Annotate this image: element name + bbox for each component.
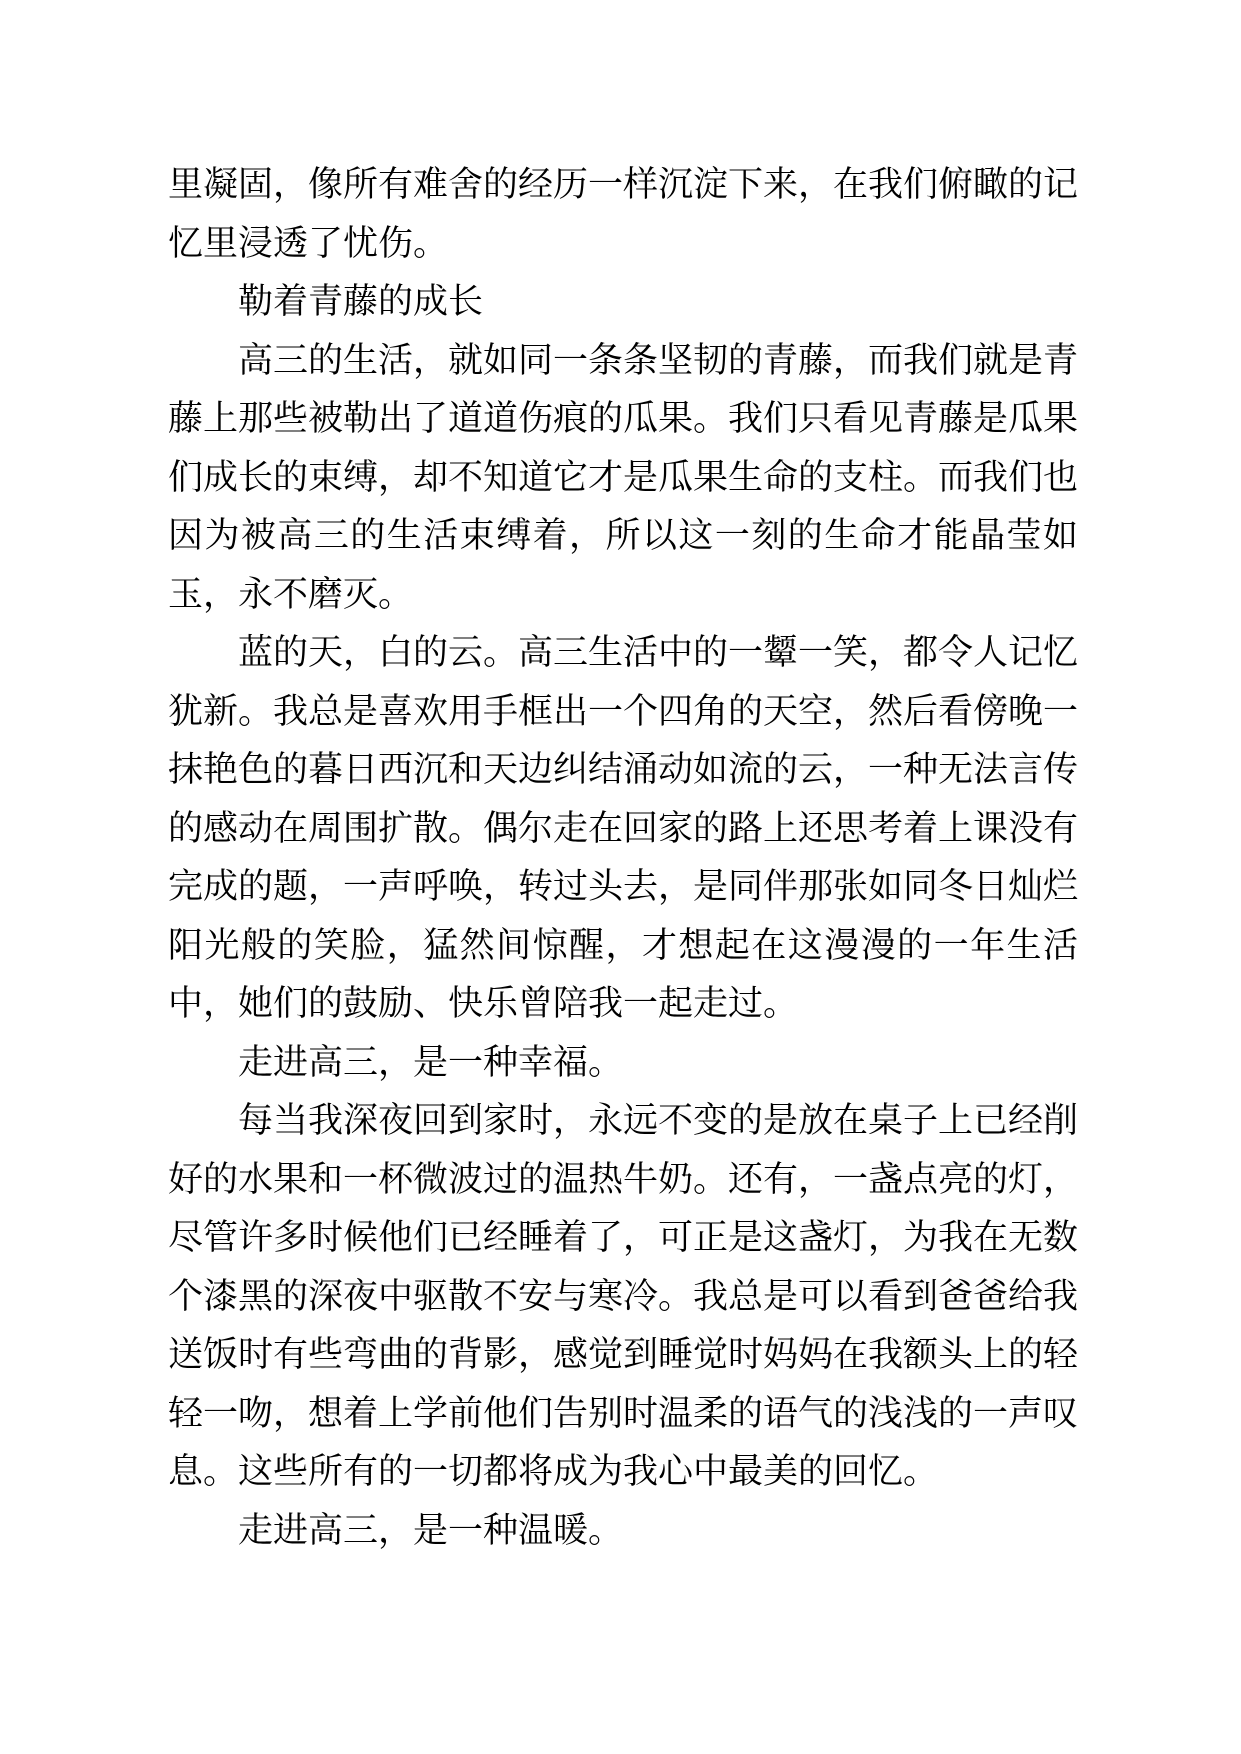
essay-body [168,156,1078,1560]
essay-paragraph: 勒着青藤的成长 [238,282,484,321]
essay-paragraph: 走进高三，是一种温暖。 [238,1510,624,1550]
essay-paragraph: 每当我深夜回到家时，永远不变的是放在桌子上已经削好的水果和一杯微波过的温热牛奶。还有，一盏点亮的灯，尽管许多时候他们已经睡着了，可正是这盏灯，为我在无数个漆黑的深夜中驱散不安与寒冷。我总是可以看到爸爸给我送饭时有些弯曲的背影，感觉到睡觉时妈妈在我额头上的轻轻一吻，想着上学前他们告别时温柔的语气的浅浅的一声叹息。这些所有的一切都将成为我心中最美的回忆。 [168,1101,1079,1491]
essay-paragraph: 高三的生活，就如同一条条坚韧的青藤，而我们就是青藤上那些被勒出了道道伤痕的瓜果。我们只看见青藤是瓜果们成长的束缚，却不知道它才是瓜果生命的支柱。而我们也因为被高三的生活束缚着，所以这一刻的生命才能晶莹如玉，永不磨灭。 [168,340,1079,614]
essay-paragraph: 里凝固，像所有难舍的经历一样沉淀下来，在我们俯瞰的记忆里浸透了忧伤。 [168,165,1079,263]
essay-paragraph: 走进高三，是一种幸福。 [238,1042,624,1082]
essay-paragraph: 蓝的天，白的云。高三生活中的一颦一笑，都令人记忆犹新。我总是喜欢用手框出一个四角的天空，然后看傍晚一抹艳色的暮日西沉和天边纠结涌动如流的云，一种无法言传的感动在周围扩散。偶尔走在回家的路上还思考着上课没有完成的题，一声呼唤，转过头去，是同伴那张如同冬日灿烂阳光般的笑脸，猛然间惊醒，才想起在这漫漫的一年生活中，她们的鼓励、快乐曾陪我一起走过。 [168,633,1079,1023]
